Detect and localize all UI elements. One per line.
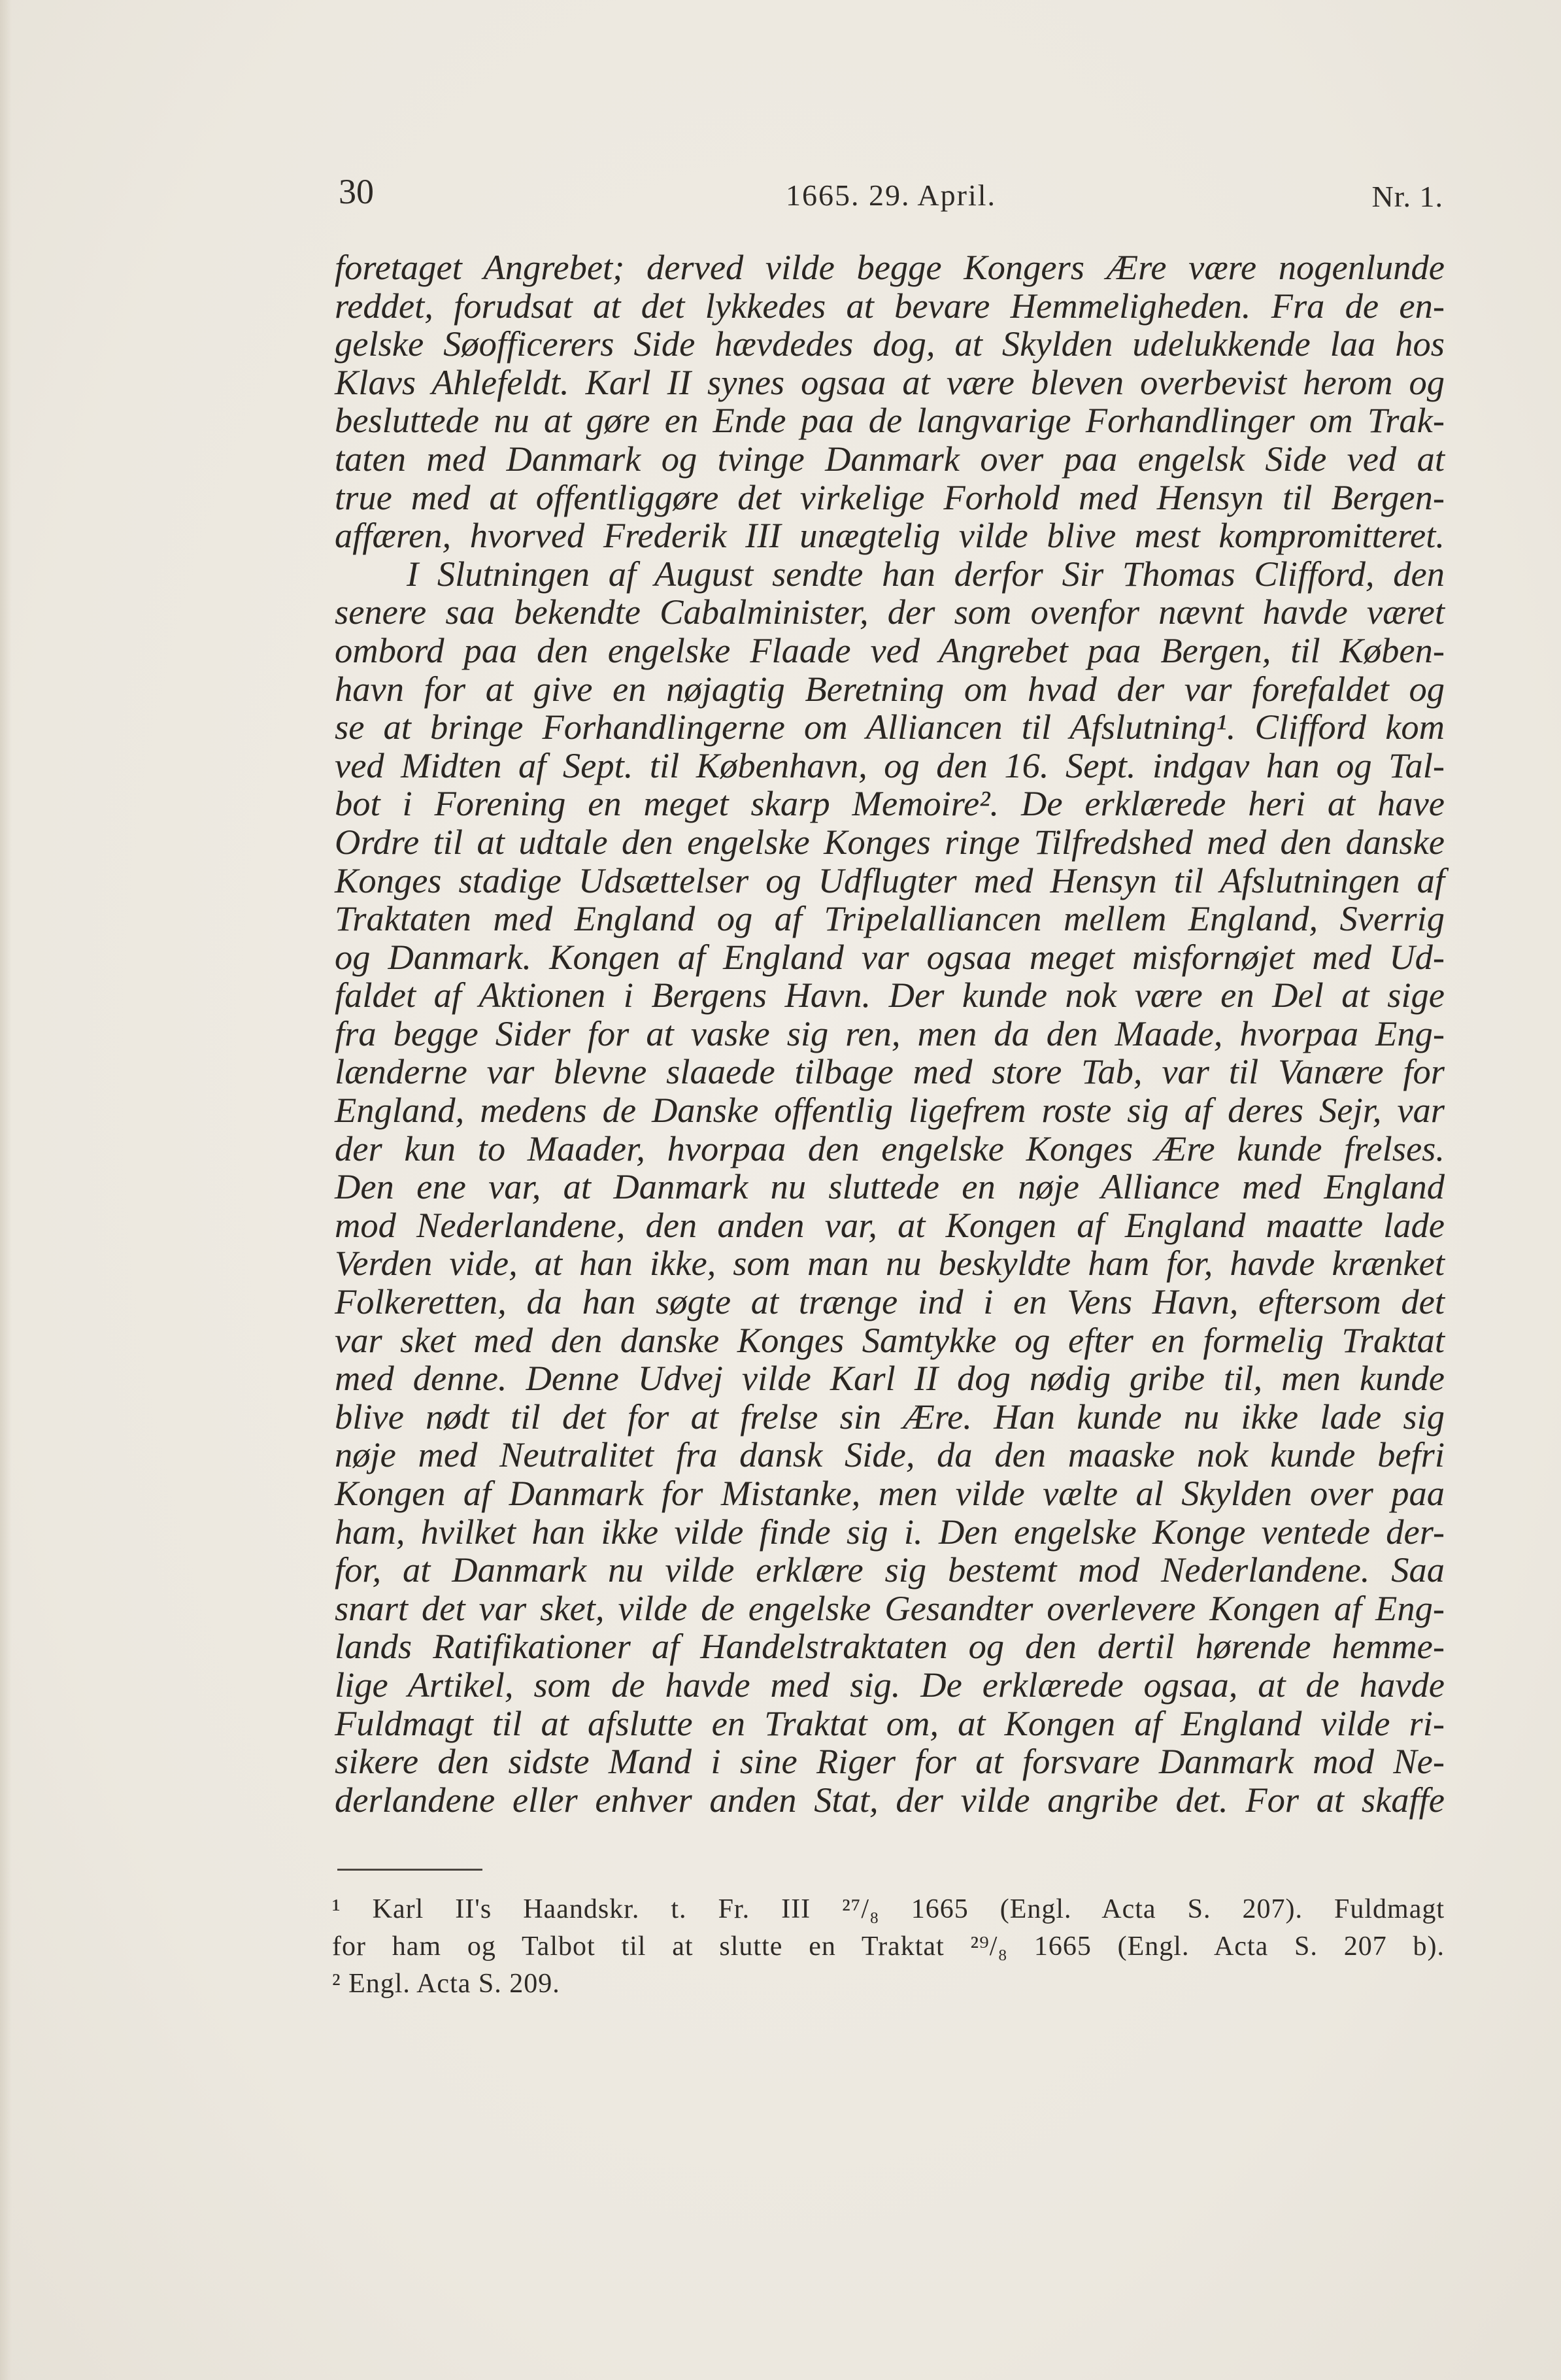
- text-line: gelske Søofficerers Side hævdedes dog, at Skylden udelukkende laa hos: [335, 324, 1445, 364]
- text-line: var sket med den danske Konges Samtykke og efter en formelig Traktat: [335, 1319, 1445, 1360]
- text-line: ham, hvilket han ikke vilde finde sig i. Den engelske Konge ventede der-: [335, 1511, 1445, 1552]
- running-head: [339, 171, 1443, 224]
- footnote-line: ¹ Karl II's Haandskr. t. Fr. III ²⁷/₈ 1665 (Engl. Acta S. 207). Fuldmagt: [332, 1894, 1445, 1924]
- page-edge-shadow: [0, 0, 12, 2380]
- text-line: true med at offentliggøre det virkelige Forhold med Hensyn til Bergen-: [335, 477, 1445, 517]
- text-line: Verden vide, at han ikke, som man nu beskyldte ham for, havde krænket: [335, 1243, 1445, 1284]
- text-line: besluttede nu at gøre en Ende paa de langvarige Forhandlinger om Trak-: [335, 400, 1445, 441]
- text-line: Kongen af Danmark for Mistanke, men vilde vælte al Skylden over paa: [335, 1473, 1445, 1513]
- text-line: lænderne var blevne slaaede tilbage med store Tab, var til Vanære for: [335, 1051, 1445, 1092]
- text-line: havn for at give en nøjagtig Beretning om hvad der var forefaldet og: [335, 668, 1445, 709]
- text-line: taten med Danmark og tvinge Danmark over paa engelsk Side ved at: [335, 438, 1445, 479]
- text-line: og Danmark. Kongen af England var ogsaa meget misfornøjet med Ud-: [335, 936, 1445, 977]
- text-line: mod Nederlandene, den anden var, at Kongen af England maatte lade: [335, 1204, 1445, 1245]
- text-line: ved Midten af Sept. til København, og den 16. Sept. indgav han og Tal-: [335, 745, 1445, 785]
- text-line-paragraph-start: I Slutningen af August sendte han derfor Sir Thomas Clifford, den: [407, 553, 1445, 594]
- header-date: 1665. 29. April.: [785, 178, 997, 212]
- text-line: lands Ratifikationer af Handelstraktaten og den dertil hørende hemme-: [335, 1626, 1445, 1667]
- text-line: Ordre til at udtale den engelske Konges ringe Tilfredshed med den danske: [335, 821, 1445, 862]
- text-line: der kun to Maader, hvorpaa den engelske Konges Ære kunde frelses.: [335, 1128, 1445, 1168]
- text-line: med denne. Denne Udvej vilde Karl II dog nødig gribe til, men kunde: [335, 1358, 1445, 1399]
- text-line: Konges stadige Udsættelser og Udflugter med Hensyn til Afslutningen af: [335, 860, 1445, 900]
- text-line: for, at Danmark nu vilde erklære sig bestemt mod Nederlandene. Saa: [335, 1550, 1445, 1590]
- footnotes: [332, 1891, 1445, 2003]
- text-line: Klavs Ahlefeldt. Karl II synes ogsaa at være bleven overbevist herom og: [335, 362, 1445, 402]
- text-line: Den ene var, at Danmark nu sluttede en nøje Alliance med England: [335, 1166, 1445, 1207]
- footnote-separator: [337, 1869, 482, 1871]
- text-line: sikere den sidste Mand i sine Riger for at forsvare Danmark mod Ne-: [335, 1741, 1445, 1782]
- text-line: Traktaten med England og af Tripelalliancen mellem England, Sverrig: [335, 898, 1445, 939]
- text-line: snart det var sket, vilde de engelske Gesandter overlevere Kongen af Eng-: [335, 1588, 1445, 1628]
- page-number: 30: [339, 172, 374, 211]
- footnote-line: for ham og Talbot til at slutte en Traktat ²⁹/₈ 1665 (Engl. Acta S. 207 b).: [332, 1931, 1445, 1962]
- text-line: Folkeretten, da han søgte at trænge ind i en Vens Havn, eftersom det: [335, 1282, 1445, 1322]
- text-line: affæren, hvorved Frederik III unægtelig vilde blive mest kompromitteret.: [335, 515, 1445, 556]
- text-line: foretaget Angrebet; derved vilde begge Kongers Ære være nogenlunde: [335, 247, 1445, 287]
- text-line: derlandene eller enhver anden Stat, der vilde angribe det. For at skaffe: [335, 1779, 1445, 1820]
- text-line: nøje med Neutralitet fra dansk Side, da den maaske nok kunde befri: [335, 1435, 1445, 1475]
- text-line: blive nødt til det for at frelse sin Ære. Han kunde nu ikke lade sig: [335, 1396, 1445, 1436]
- text-line: bot i Forening en meget skarp Memoire². De erklærede heri at have: [335, 783, 1445, 824]
- text-line: lige Artikel, som de havde med sig. De erklærede ogsaa, at de havde: [335, 1664, 1445, 1705]
- text-line: senere saa bekendte Cabalminister, der som ovenfor nævnt havde været: [335, 592, 1445, 632]
- text-line: reddet, forudsat at det lykkedes at bevare Hemmeligheden. Fra de en-: [335, 285, 1445, 326]
- body-text: [335, 248, 1445, 1819]
- header-document-number: Nr. 1.: [1371, 180, 1443, 213]
- text-line: Fuldmagt til at afslutte en Traktat om, at Kongen af England vilde ri-: [335, 1703, 1445, 1743]
- text-line: ombord paa den engelske Flaade ved Angrebet paa Bergen, til Køben-: [335, 630, 1445, 670]
- text-line: England, medens de Danske offentlig ligefrem roste sig af deres Sejr, var: [335, 1090, 1445, 1130]
- text-line: se at bringe Forhandlingerne om Alliancen til Afslutning¹. Clifford kom: [335, 707, 1445, 747]
- text-line: fra begge Sider for at vaske sig ren, men da den Maade, hvorpaa Eng-: [335, 1013, 1445, 1053]
- text-line: faldet af Aktionen i Bergens Havn. Der kunde nok være en Del at sige: [335, 975, 1445, 1015]
- footnote-line: ² Engl. Acta S. 209.: [332, 1969, 560, 1999]
